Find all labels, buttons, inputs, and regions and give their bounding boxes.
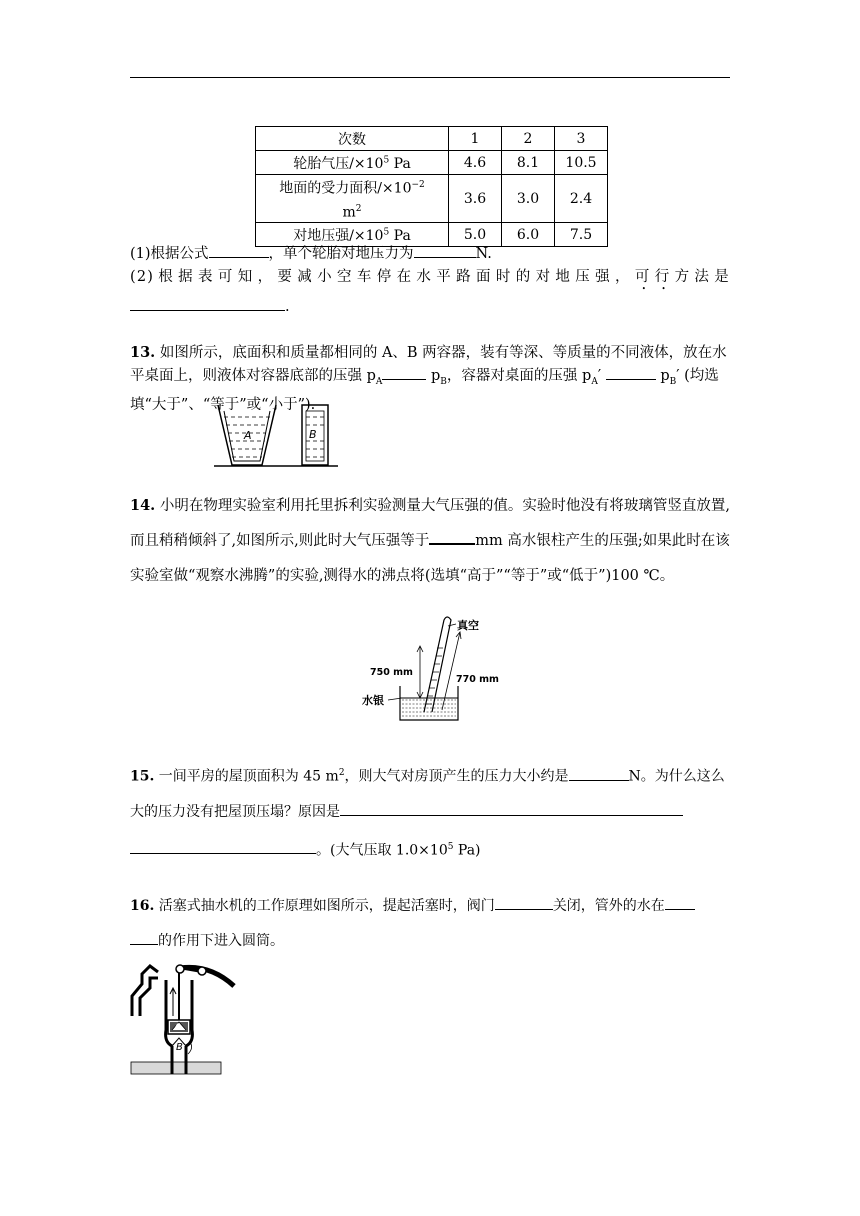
table-row [256, 151, 608, 175]
table-row [256, 175, 608, 223]
piston-pump-figure [128, 958, 238, 1076]
table-header-cell: 3 [555, 127, 608, 151]
answer-blank[interactable] [130, 296, 285, 311]
table-cell: 5.0 [449, 223, 502, 247]
question-13: 13. 如图所示，底面积和质量都相同的 A、B 两容器，装有等深、等质量的不同液体，放在水平桌面上，则液体对容器底部的压强 $p_A$ $p_B$，容器对桌面的压强 $p_A'$ $p_B'$ (均选填“大于”、“等于”或“小于”). [130, 344, 727, 413]
row-label: 对地压强$/\times 10^5$ Pa [256, 223, 449, 247]
answer-blank[interactable] [606, 365, 656, 380]
q12-part2: (2)根据表可知，要减小空车停在水平路面时的对地压强，可行方法是 [130, 269, 730, 285]
torricelli-figure [360, 612, 530, 727]
container-b-label: B [309, 428, 317, 441]
container-a-label: A [244, 429, 252, 442]
q12-part2-blank-line: . [130, 296, 730, 318]
table-cell: 3.0 [502, 175, 555, 223]
answer-blank[interactable] [665, 895, 695, 910]
mercury-label: 水银 [362, 694, 384, 707]
height-750-label: 750 mm [370, 667, 413, 678]
answer-blank[interactable] [495, 895, 553, 910]
table-header-cell: 次数 [256, 127, 449, 151]
question-15: 15. 一间平房的屋顶面积为 45 $m^2$，则大气对房顶产生的压力大小约是 N。为什么这么大的压力没有把屋顶压塌？原因是 。(大气压取 $1.0\times 10^5$ Pa) [130, 756, 730, 868]
valve-a-label: A [174, 1023, 181, 1033]
answer-blank[interactable] [340, 801, 683, 816]
header-rule [130, 77, 730, 78]
answer-blank[interactable] [209, 243, 269, 258]
vacuum-label: 真空 [457, 619, 479, 632]
length-770-label: 770 mm [456, 674, 499, 685]
valve-b-label: B [176, 1042, 183, 1053]
answer-blank[interactable] [130, 839, 316, 854]
table-cell: 2.4 [555, 175, 608, 223]
data-table [255, 126, 608, 247]
table-cell: 4.6 [449, 151, 502, 175]
table-header-cell: 1 [449, 127, 502, 151]
question-14: 14. 小明在物理实验室利用托里拆利实验测量大气压强的值。实验时他没有将玻璃管竖直放置,而且稍稍倾斜了,如图所示,则此时大气压强等于 mm 高水银柱产生的压强;如果此时在该实验室做“观察水沸腾”的实验,测得水的沸点将(选填“高于”“等于”或“低于”)100 ℃。 [130, 497, 730, 584]
question-16: 16. 活塞式抽水机的工作原理如图所示，提起活塞时，阀门 关闭，管外的水在 的作用下进入圆筒。 [130, 889, 730, 959]
q12-part1: (1)根据公式 ，单个轮胎对地压力为 N. [130, 243, 730, 265]
row-label: 轮胎气压$/\times 10^5$ Pa [256, 151, 449, 175]
table-cell: 7.5 [555, 223, 608, 247]
table-header-row [256, 127, 608, 151]
answer-blank[interactable] [429, 529, 475, 545]
answer-blank[interactable] [382, 365, 426, 380]
answer-blank[interactable] [569, 766, 629, 781]
answer-blank[interactable] [130, 930, 158, 945]
table-cell: 8.1 [502, 151, 555, 175]
containers-figure [210, 403, 340, 469]
row-label: 地面的受力面积$/\times 10^{-2}$ $m^2$ [256, 175, 449, 223]
answer-blank[interactable] [414, 243, 476, 258]
table-cell: 3.6 [449, 175, 502, 223]
table-cell: 10.5 [555, 151, 608, 175]
table-cell: 6.0 [502, 223, 555, 247]
table-header-cell: 2 [502, 127, 555, 151]
